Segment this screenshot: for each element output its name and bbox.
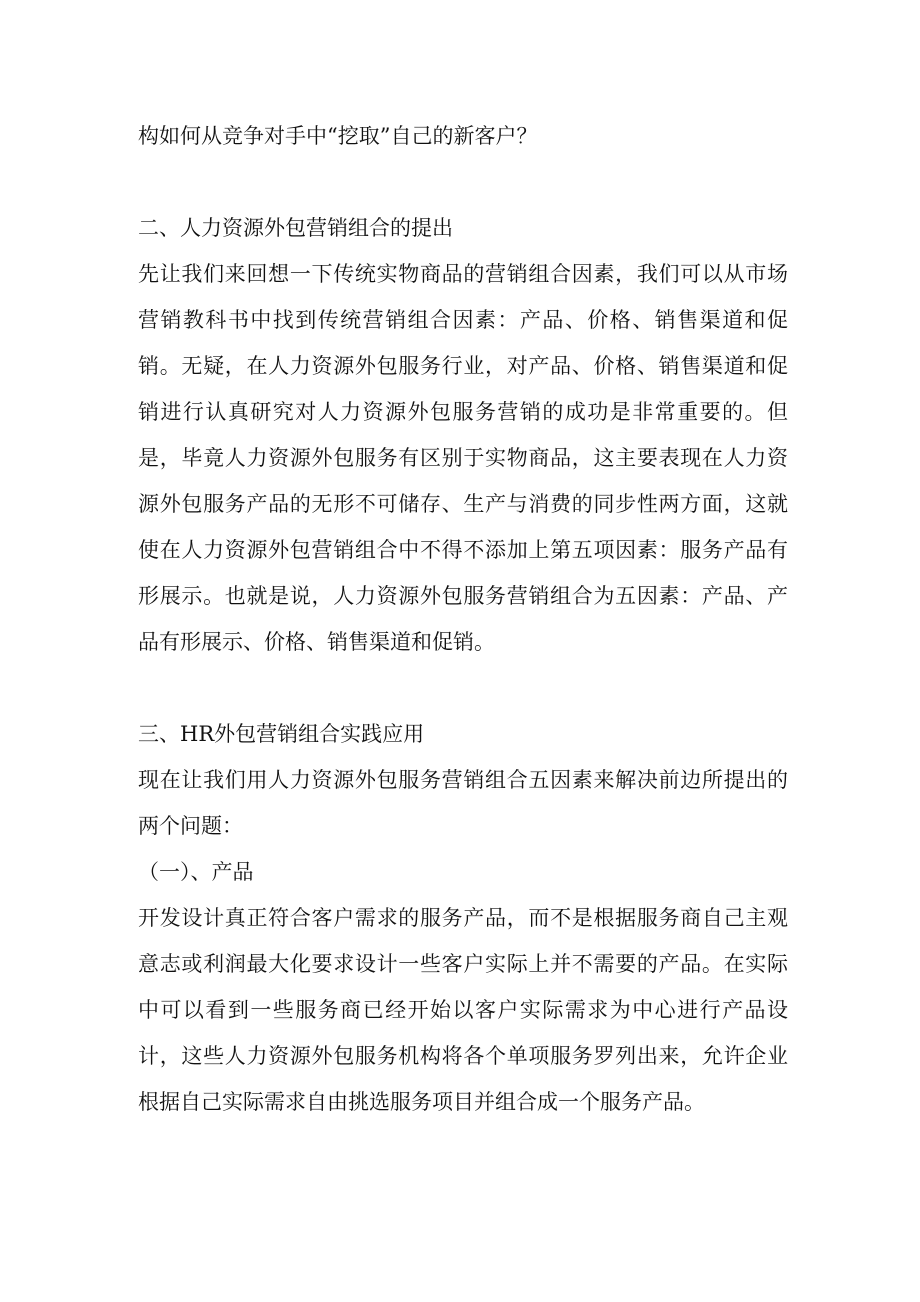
document-body <box>138 113 788 1125</box>
subsection-product-paragraph: 开发设计真正符合客户需求的服务产品，而不是根据服务商自己主观意志或利润最大化要求设计一些客户实际上并不需要的产品。在实际中可以看到一些服务商已经开始以客户实际需求为中心进行产品设计，这些人力资源外包服务机构将各个单项服务罗列出来，允许企业根据自己实际需求自由挑选服务项目并组合成一个服务产品。 <box>138 906 788 1114</box>
subsection-product-heading: （一）、产品 <box>138 860 254 884</box>
continuation-line: 构如何从竞争对手中“挖取”自己的新客户？ <box>138 124 538 148</box>
section-2-paragraph: 先让我们来回想一下传统实物商品的营销组合因素，我们可以从市场营销教科书中找到传统营销组合因素：产品、价格、销售渠道和促销。无疑，在人力资源外包服务行业，对产品、价格、销售渠道和促销进行认真研究对人力资源外包服务营销的成功是非常重要的。但是，毕竟人力资源外包服务有区别于实物商品，这主要表现在人力资源外包服务产品的无形不可储存、生产与消费的同步性两方面，这就使在人力资源外包营销组合中不得不添加上第五项因素：服务产品有形展示。也就是说，人力资源外包服务营销组合为五因素：产品、产品有形展示、价格、销售渠道和促销。 <box>138 262 788 654</box>
blank-line <box>138 665 788 711</box>
blank-line <box>138 159 788 205</box>
section-3-heading: 三、HR外包营销组合实践应用 <box>138 722 425 746</box>
section-2-heading: 二、人力资源外包营销组合的提出 <box>138 216 453 240</box>
section-3-intro: 现在让我们用人力资源外包服务营销组合五因素来解决前边所提出的两个问题： <box>138 768 788 838</box>
